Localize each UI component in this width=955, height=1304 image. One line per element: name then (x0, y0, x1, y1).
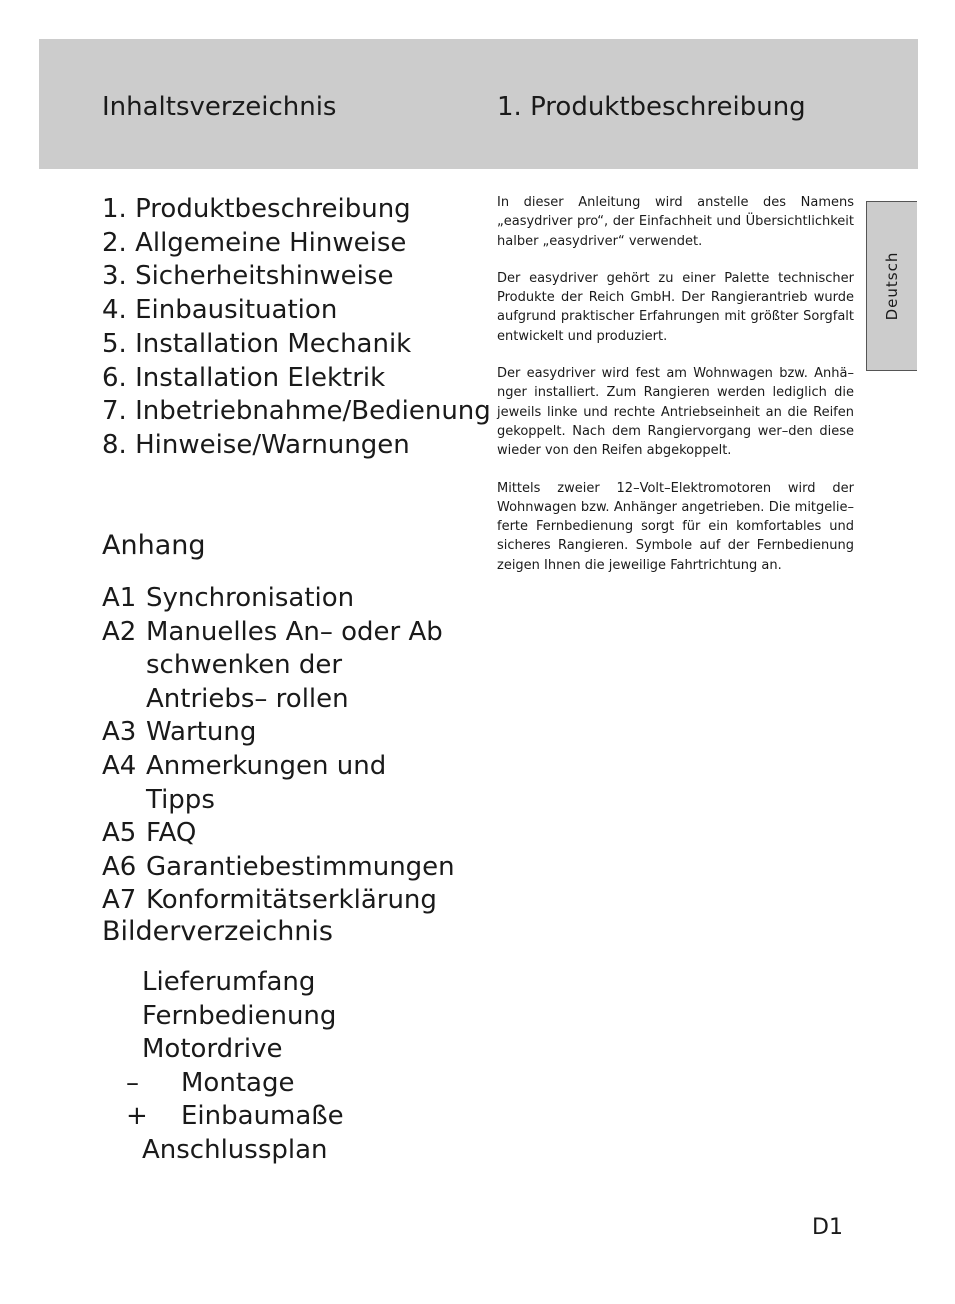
toc-item[interactable]: 7. Inbetriebnahme/Bedienung (102, 396, 491, 427)
toc-item[interactable]: 3. Sicherheitshinweise (102, 261, 394, 292)
appendix-title: Anhang (102, 530, 206, 561)
figure-item[interactable] (102, 1033, 462, 1067)
figure-label: Montage (181, 1067, 295, 1098)
appendix-code: A1 (102, 583, 137, 613)
figure-item[interactable] (102, 1134, 462, 1168)
appendix-label: Anmerkungen und Tipps (146, 750, 387, 815)
figure-prefix: – (126, 1067, 139, 1098)
appendix-label: Konformitätserklärung (146, 885, 437, 916)
figure-label: Einbaumaße (181, 1101, 344, 1132)
appendix-code: A3 (102, 717, 137, 748)
figure-label: Lieferumfang (142, 967, 316, 997)
language-tab[interactable] (866, 201, 917, 371)
figure-item[interactable] (102, 1000, 462, 1034)
figures-title: Bilderverzeichnis (102, 916, 333, 947)
page-number: D1 (812, 1215, 843, 1240)
toc-item[interactable]: 6. Installation Elektrik (102, 362, 386, 393)
appendix-label: Manuelles An– oder Ab schwenken der Antriebs– rollen (146, 616, 443, 714)
toc-item[interactable]: 4. Einbausituation (102, 295, 338, 326)
appendix-code: A7 (102, 885, 137, 916)
appendix-label: Garantiebestimmungen (146, 851, 455, 882)
toc-item[interactable]: 2. Allgemeine Hinweise (102, 227, 407, 258)
appendix-code: A4 (102, 750, 137, 781)
appendix-code: A5 (102, 818, 137, 849)
toc-item[interactable]: 1. Produktbeschreibung (102, 194, 411, 224)
figures-list (102, 966, 462, 1168)
toc-title: Inhaltsverzeichnis (102, 92, 337, 122)
toc-item[interactable]: 5. Installation Mechanik (102, 328, 412, 359)
appendix-item[interactable] (102, 716, 462, 750)
appendix-item[interactable] (102, 750, 462, 817)
appendix-label: FAQ (146, 818, 197, 849)
body-paragraph: Der easydriver gehört zu einer Palette technischer Produkte der Reich GmbH. Der Rangierantrieb wurde aufgrund praktischer Erfahrungen mit größter Sorgfalt entwickelt und produziert. (497, 270, 854, 344)
appendix-item[interactable] (102, 817, 462, 851)
body-paragraph: Der easydriver wird fest am Wohnwagen bzw. Anhä–nger installiert. Zum Rangieren werden lediglich die jeweils linke und rechte Antriebseinheit an die Reifen gekoppelt. Nach dem Rangiervorgang wer–den diese wieder von den Reifen abgekoppelt. (497, 366, 854, 459)
appendix-item[interactable] (102, 851, 462, 885)
body-paragraph: In dieser Anleitung wird anstelle des Namens „easydriver pro“, der Einfachheit und Übersichtlichkeit halber „easydriver“ verwendet. (497, 195, 854, 249)
body-paragraph: Mittels zweier 12–Volt–Elektromotoren wird der Wohnwagen bzw. Anhänger angetrieben. Die mitgelie–ferte Fernbedienung sorgt für ein komfortables und sicheres Rangieren. Symbole auf der Fernbedienung zeigen Ihnen die jeweilige Fahrtrichtung an. (497, 480, 854, 573)
figure-item[interactable] (102, 966, 462, 1000)
figure-label: Anschlussplan (142, 1134, 328, 1165)
language-tab-label: Deutsch (883, 251, 901, 321)
product-description (497, 193, 854, 593)
figure-label: Fernbedienung (142, 1000, 337, 1031)
appendix-label: Wartung (146, 717, 257, 748)
appendix-item[interactable] (102, 582, 462, 616)
section-title: 1. Produktbeschreibung (497, 92, 806, 122)
appendix-code: A2 (102, 616, 137, 647)
appendix-list (102, 582, 462, 918)
figure-item[interactable] (102, 1067, 462, 1101)
appendix-item[interactable] (102, 884, 462, 918)
toc-item[interactable]: 8. Hinweise/Warnungen (102, 429, 410, 460)
appendix-item[interactable] (102, 616, 462, 717)
appendix-label: Synchronisation (146, 583, 355, 613)
appendix-code: A6 (102, 851, 137, 882)
figure-item[interactable] (102, 1100, 462, 1134)
toc-list (102, 193, 491, 463)
figure-label: Motordrive (142, 1034, 283, 1065)
figure-prefix: + (126, 1101, 148, 1132)
